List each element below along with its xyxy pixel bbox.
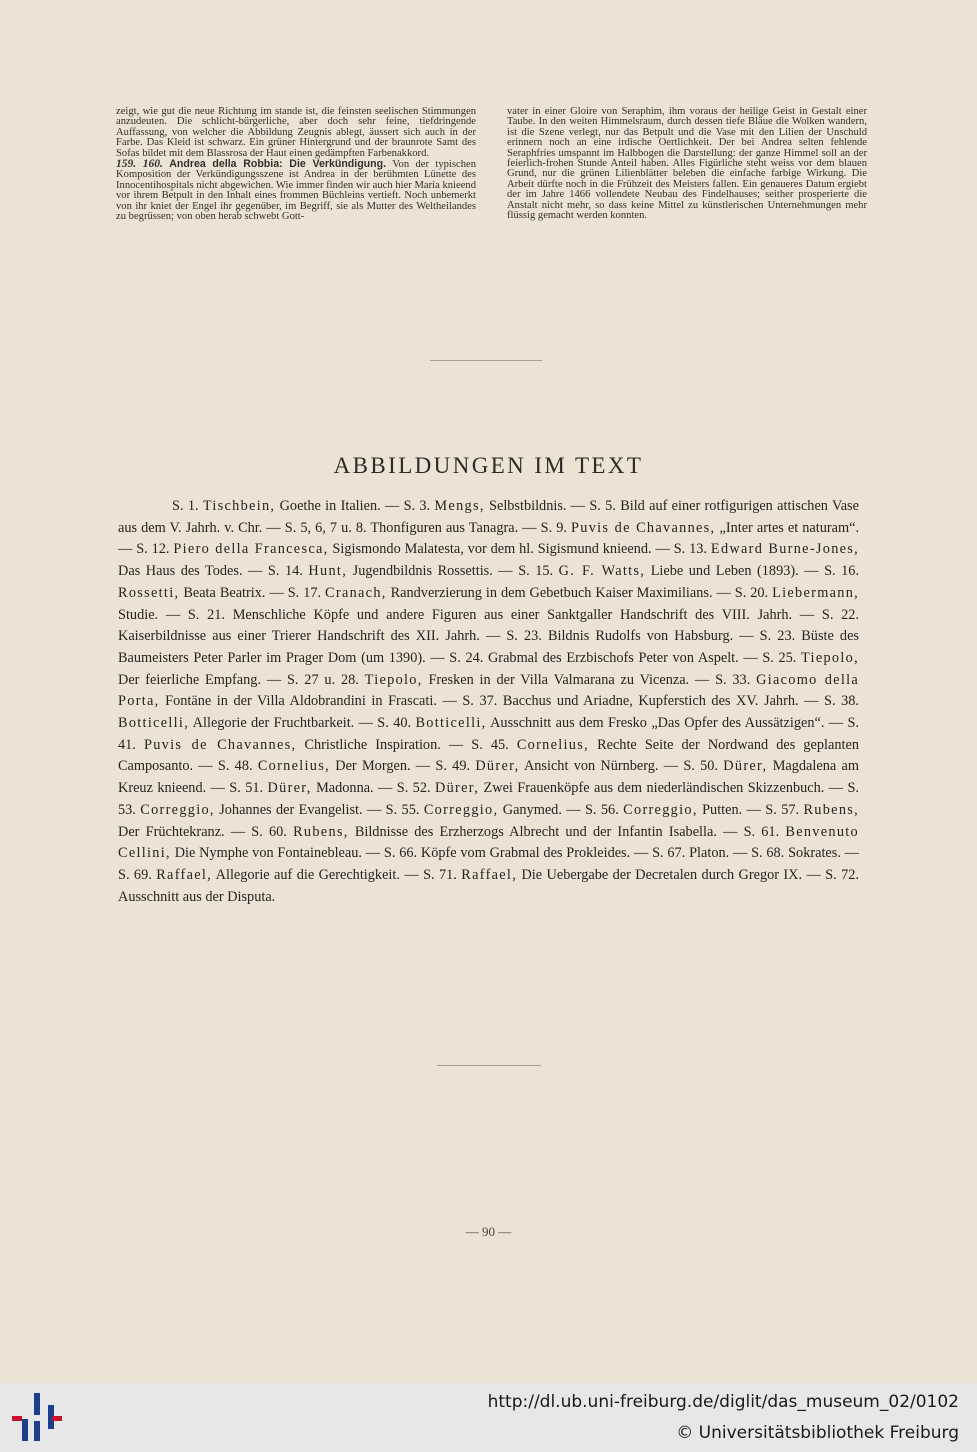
index-entry-artist: Cornelius,: [257, 758, 330, 775]
index-entry-page: S. 5.: [589, 498, 616, 514]
index-entry-title: Sigismondo Malatesta, vor dem hl. Sigismund knieend. —: [332, 541, 670, 558]
index-entry: [506, 628, 753, 644]
index-entry: [404, 498, 585, 514]
index-entry-artist: Edward Burne-Jones,: [710, 541, 860, 558]
index-entry-page: S. 66.: [383, 845, 418, 862]
catalog-entry: [116, 159, 476, 222]
index-entry-title: Der Morgen. —: [335, 758, 431, 775]
left-intro-paragraph: zeigt, wie gut die neue Richtung im stande ist, die feinsten seelischen Stimmungen anzudeuten. Die schlicht-bürgerliche, aber doch sehr feine, tiefdringende Auffassung, von welcher die Abbildung Zeugnis ablegt, äussert sich auch in der Farbe. Das Kleid ist schwarz. Ein grüner Hintergrund und der braunrote Samt des Sofas bildet mit dem Blassrosa der Haut einen gedämpften Farbenakkord.: [116, 106, 476, 159]
index-entry-artist: Giacomo della Porta,: [118, 671, 860, 710]
index-entry-page: S. 21.: [187, 606, 225, 623]
index-entry-title: Liebe und Leben (1893). —: [650, 563, 819, 580]
index-entry: [423, 867, 821, 883]
index-entry-page: S. 14.: [267, 563, 303, 580]
index-entry-artist: Raffael,: [461, 866, 518, 883]
index-entry-artist: Cranach,: [325, 584, 387, 601]
index-entry-title: Rechte Seite der Nordwand des geplanten Camposanto. —: [118, 736, 859, 775]
index-entry: [652, 845, 747, 861]
index-entry-title: Beata Beatrix. —: [183, 584, 284, 601]
left-text-column: [116, 107, 476, 222]
index-entry-page: S. 17.: [287, 584, 322, 601]
index-entry-artist: G. F. Watts,: [558, 563, 646, 580]
index-entry-page: S. 40.: [377, 715, 412, 732]
index-entry: [518, 563, 818, 579]
section-heading: ABBILDUNGEN IM TEXT: [333, 453, 644, 478]
index-entry-page: S. 24.: [449, 649, 484, 666]
index-entry-title: Ansicht von Nürnberg. —: [523, 758, 679, 775]
index-entry-title: Das Haus des Todes. —: [118, 563, 263, 580]
entry-description: Von der typischen Komposition der Verkündigungsszene ist Andrea in der berühmten Lünette des Innocentihospitals nicht abgewichen. Wie immer finden wir auch hier Maria knieend vor ihrem Betpult in den Inhalt eines frommen Büchleins vertieft. Noch unbemerkt von ihr kniet der Engel ihr gegenüber, im Begriff, sie als Mutter des Weltheilandes zu begrüssen; von oben herab schwebt Gott-: [116, 159, 476, 223]
index-entry-page: S. 3.: [403, 498, 431, 514]
index-entry-title: Goethe in Italien. —: [279, 498, 400, 514]
index-entry-artist: Rossetti,: [118, 584, 180, 601]
index-entry: [585, 802, 761, 818]
index-entry-artist: Dürer,: [475, 758, 520, 775]
section-divider-top: [430, 360, 542, 361]
index-entry-title: Randverzierung in dem Gebetbuch Kaiser Maximilians. —: [390, 584, 731, 601]
index-entry-page: S. 12.: [136, 541, 170, 558]
index-entry: [251, 824, 737, 840]
index-entry-artist: Liebermann,: [772, 584, 860, 601]
index-entry-title: Fontäne in der Villa Aldobrandini in Frascati. —: [165, 693, 457, 710]
index-entry-title: Madonna. —: [316, 780, 393, 797]
index-entry-page: S. 61.: [743, 823, 780, 840]
index-entry-page: S. 53.: [118, 780, 859, 818]
index-entry-artist: Rubens,: [803, 801, 860, 818]
index-entry-title: Selbstbildnis. —: [489, 498, 586, 514]
index-entry: [462, 693, 818, 709]
index-entry-page: S. 25.: [762, 649, 797, 666]
index-entry: [218, 758, 430, 774]
index-entry-page: S. 22.: [821, 606, 859, 623]
index-entry-page: S. 33.: [715, 671, 751, 688]
index-entry-artist: Puvis de Chavannes,: [571, 519, 716, 536]
index-entry-title: „Inter artes et naturam“. —: [118, 519, 860, 558]
right-text-column: [507, 107, 867, 221]
index-entry-artist: Dürer,: [434, 780, 480, 797]
illustration-index: [118, 496, 859, 908]
index-entry-title: Ausschnitt aus dem Fresko „Das Opfer des Aussätzigen“. —: [490, 715, 844, 732]
index-entry-page: S. 15.: [518, 563, 554, 580]
index-entry-artist: Rubens,: [293, 823, 349, 840]
index-entry-page: S. 55.: [385, 801, 420, 818]
index-entry-artist: Tiepolo,: [364, 671, 423, 688]
index-entry: [118, 867, 419, 883]
index-entry-title: Bildnisse des Erzherzogs Albrecht und der Infantin Isabella. —: [354, 823, 738, 840]
index-entry-page: S. 23.: [506, 628, 542, 645]
index-entry-page: S. 49.: [435, 758, 471, 775]
entry-number: 159. 160.: [116, 158, 163, 171]
index-entry-title: Köpfe vom Grabmal des Prokleides. —: [420, 845, 649, 862]
index-entry-page: S. 69.: [118, 866, 152, 883]
index-entry: [288, 585, 731, 601]
entry-title: Andrea della Robbia: Die Verkündigung.: [169, 158, 387, 171]
index-entry-artist: Mengs,: [434, 498, 485, 514]
index-entry-page: S. 9.: [540, 519, 567, 536]
index-entry-page: S. 50.: [683, 758, 719, 775]
index-entry-page: S. 68.: [751, 845, 785, 862]
index-entry-title: Magdalena am Kreuz knieend. —: [118, 758, 859, 797]
page-number: — 90 —: [465, 1224, 512, 1239]
ub-freiburg-logo-icon: [12, 1391, 62, 1443]
index-entry-page: S. 37.: [462, 693, 498, 710]
index-entry-page: S. 71.: [423, 866, 457, 883]
index-entry-artist: Botticelli,: [118, 715, 190, 732]
index-entry-title: Zwei Frauenköpfe aus dem niederländischen Skizzenbuch. —: [483, 780, 844, 797]
index-entry-title: Johannes der Evangelist. —: [219, 801, 382, 818]
index-entry-title: Menschliche Köpfe und andere Figuren aus einer Sanktgaller Handschrift des VIII. Jahrh. —: [232, 606, 815, 623]
index-entry-title: Der Früchtekranz. —: [118, 823, 246, 840]
index-entry-page: S. 51.: [229, 780, 264, 797]
index-entry-page: S. 38.: [824, 693, 859, 710]
copyright-notice: © Universitätsbibliothek Freiburg: [676, 1423, 959, 1443]
index-entry-page: S. 41.: [118, 715, 859, 753]
index-entry-artist: Hunt,: [308, 563, 348, 580]
index-entry-artist: Dürer,: [723, 758, 768, 775]
index-entry-title: Die Nymphe von Fontainebleau. —: [174, 845, 381, 862]
index-entry-page: S. 13.: [673, 541, 708, 558]
right-paragraph: vater in einer Gloire von Seraphim, ihm voraus der heilige Geist in Gestalt einer Taube. In den weiten Himmelsraum, durch dessen tiefe Bläue die Wolken wandern, ist die Szene verlegt, nur das Betpult und die Vase mit den Lilien der Unschuld erinnern noch an eine irdische Oertlichkeit. Der bei Andrea selten fehlende Seraphfries umspannt im Halbbogen die Darstellung: der ganze Himmel soll an der feierlich-frohen Stunde Anteil haben. Alles Figürliche steht weiss vor dem blauen Grund, nur die grünen Lilienblätter beleben die einfache farbige Wirkung. Die Arbeit dürfte noch in die Frühzeit des Meisters fallen. Ein genaueres Datum ergiebt der im Jahre 1466 vollendete Neubau des Findelhauses; seither prosperierte die Anstalt nicht mehr, so dass keine Mittel zu künstlerischen Unternehmungen mehr flüssig gemacht werden konnten.: [507, 106, 867, 222]
index-entry: [397, 780, 843, 796]
index-entry: [229, 780, 392, 796]
index-entry-artist: Benvenuto Cellini,: [118, 823, 860, 862]
index-entry-title: Studie. —: [118, 606, 181, 623]
index-entry-page: S. 67.: [652, 845, 686, 862]
index-entry-page: S. 16.: [824, 563, 860, 580]
index-entry-title: Sokrates. —: [788, 845, 859, 862]
index-entry-title: Bacchus und Ariadne, Kupferstich des XV. Jahrh. —: [502, 693, 819, 710]
index-entry: [377, 715, 843, 731]
illustration-index-paragraph: [118, 496, 859, 908]
index-entry-artist: Piero della Francesca,: [173, 541, 329, 558]
viewer-footer: [0, 1383, 977, 1452]
index-entry-title: Bild auf einer rotfigurigen attischen Vase aus dem V. Jahrh. v. Chr. —: [118, 498, 859, 536]
index-entry-artist: Dürer,: [267, 780, 312, 797]
index-entry-page: S. 57.: [765, 801, 800, 818]
index-entry-title: Grabmal des Erzbischofs Peter von Aspelt. —: [487, 649, 758, 666]
index-entry-artist: Puvis de Chavannes,: [143, 736, 297, 753]
index-entry-title: Allegorie der Fruchtbarkeit. —: [192, 715, 373, 732]
index-entry: [384, 845, 648, 861]
index-entry-page: S. 60.: [251, 823, 287, 840]
index-entry-artist: Correggio,: [623, 801, 698, 818]
index-entry: [751, 845, 859, 861]
index-entry-page: S. 45.: [471, 736, 509, 753]
index-entry: [136, 541, 670, 557]
index-entry: [285, 520, 537, 536]
index-entry-page: S. 5, 6, 7 u. 8.: [284, 519, 367, 536]
index-entry-title: Allegorie auf die Gerechtigkeit. —: [215, 866, 419, 883]
index-entry: [172, 498, 399, 514]
index-entry-page: S. 56.: [584, 801, 619, 818]
index-entry-artist: Correggio,: [423, 801, 499, 818]
index-entry: [188, 607, 814, 623]
index-entry-title: Bildnis Rudolfs von Habsburg. —: [547, 628, 754, 645]
index-entry-title: Ausschnitt aus der Disputa.: [118, 888, 276, 905]
index-entry: [386, 802, 581, 818]
index-entry: [435, 758, 678, 774]
index-entry-title: Der feierliche Empfang. —: [118, 671, 282, 688]
index-entry-title: Die Uebergabe der Decretalen durch Gregor IX. —: [521, 866, 821, 883]
index-entry-page: S. 23.: [759, 628, 796, 645]
section-divider-bottom: [437, 1065, 541, 1066]
document-url-link[interactable]: http://dl.ub.uni-freiburg.de/diglit/das_museum_02/0102: [487, 1392, 959, 1412]
index-entry-artist: Tiepolo,: [801, 649, 859, 666]
index-entry-title: Platon. —: [689, 845, 748, 862]
index-entry-title: Putten. —: [702, 801, 761, 818]
index-entry: [449, 650, 757, 666]
index-entry-artist: Tischbein,: [202, 498, 276, 514]
index-entry-artist: Correggio,: [140, 801, 215, 818]
index-entry-title: Fresken in der Villa Valmarana zu Vicenza. —: [428, 671, 710, 688]
index-entry-page: S. 52.: [396, 780, 431, 797]
index-entry-title: Kaiserbildnisse aus einer Trierer Handschrift des XII. Jahrh. —: [118, 628, 501, 645]
index-entry-artist: Cornelius,: [516, 736, 589, 753]
index-entry-title: Jugendbildnis Rossettis. —: [352, 563, 513, 580]
index-entry: [268, 563, 513, 579]
index-entry-title: Christliche Inspiration. —: [304, 736, 464, 753]
index-entry-page: S. 27 u. 28.: [286, 671, 359, 688]
index-entry-page: S. 20.: [734, 584, 769, 601]
index-entry-artist: Botticelli,: [415, 715, 487, 732]
index-entry: [287, 672, 709, 688]
index-entry-title: Thonfiguren aus Tanagra. —: [370, 519, 537, 536]
index-entry-page: S. 1.: [172, 498, 199, 514]
index-entry-title: Büste des Baumeisters Peter Parler im Prager Dom (um 1390). —: [118, 628, 859, 666]
index-entry-title: Ganymed. —: [502, 801, 581, 818]
index-entry-page: S. 48.: [217, 758, 253, 775]
index-entry-page: S. 72.: [825, 866, 859, 883]
index-entry-artist: Raffael,: [156, 866, 213, 883]
